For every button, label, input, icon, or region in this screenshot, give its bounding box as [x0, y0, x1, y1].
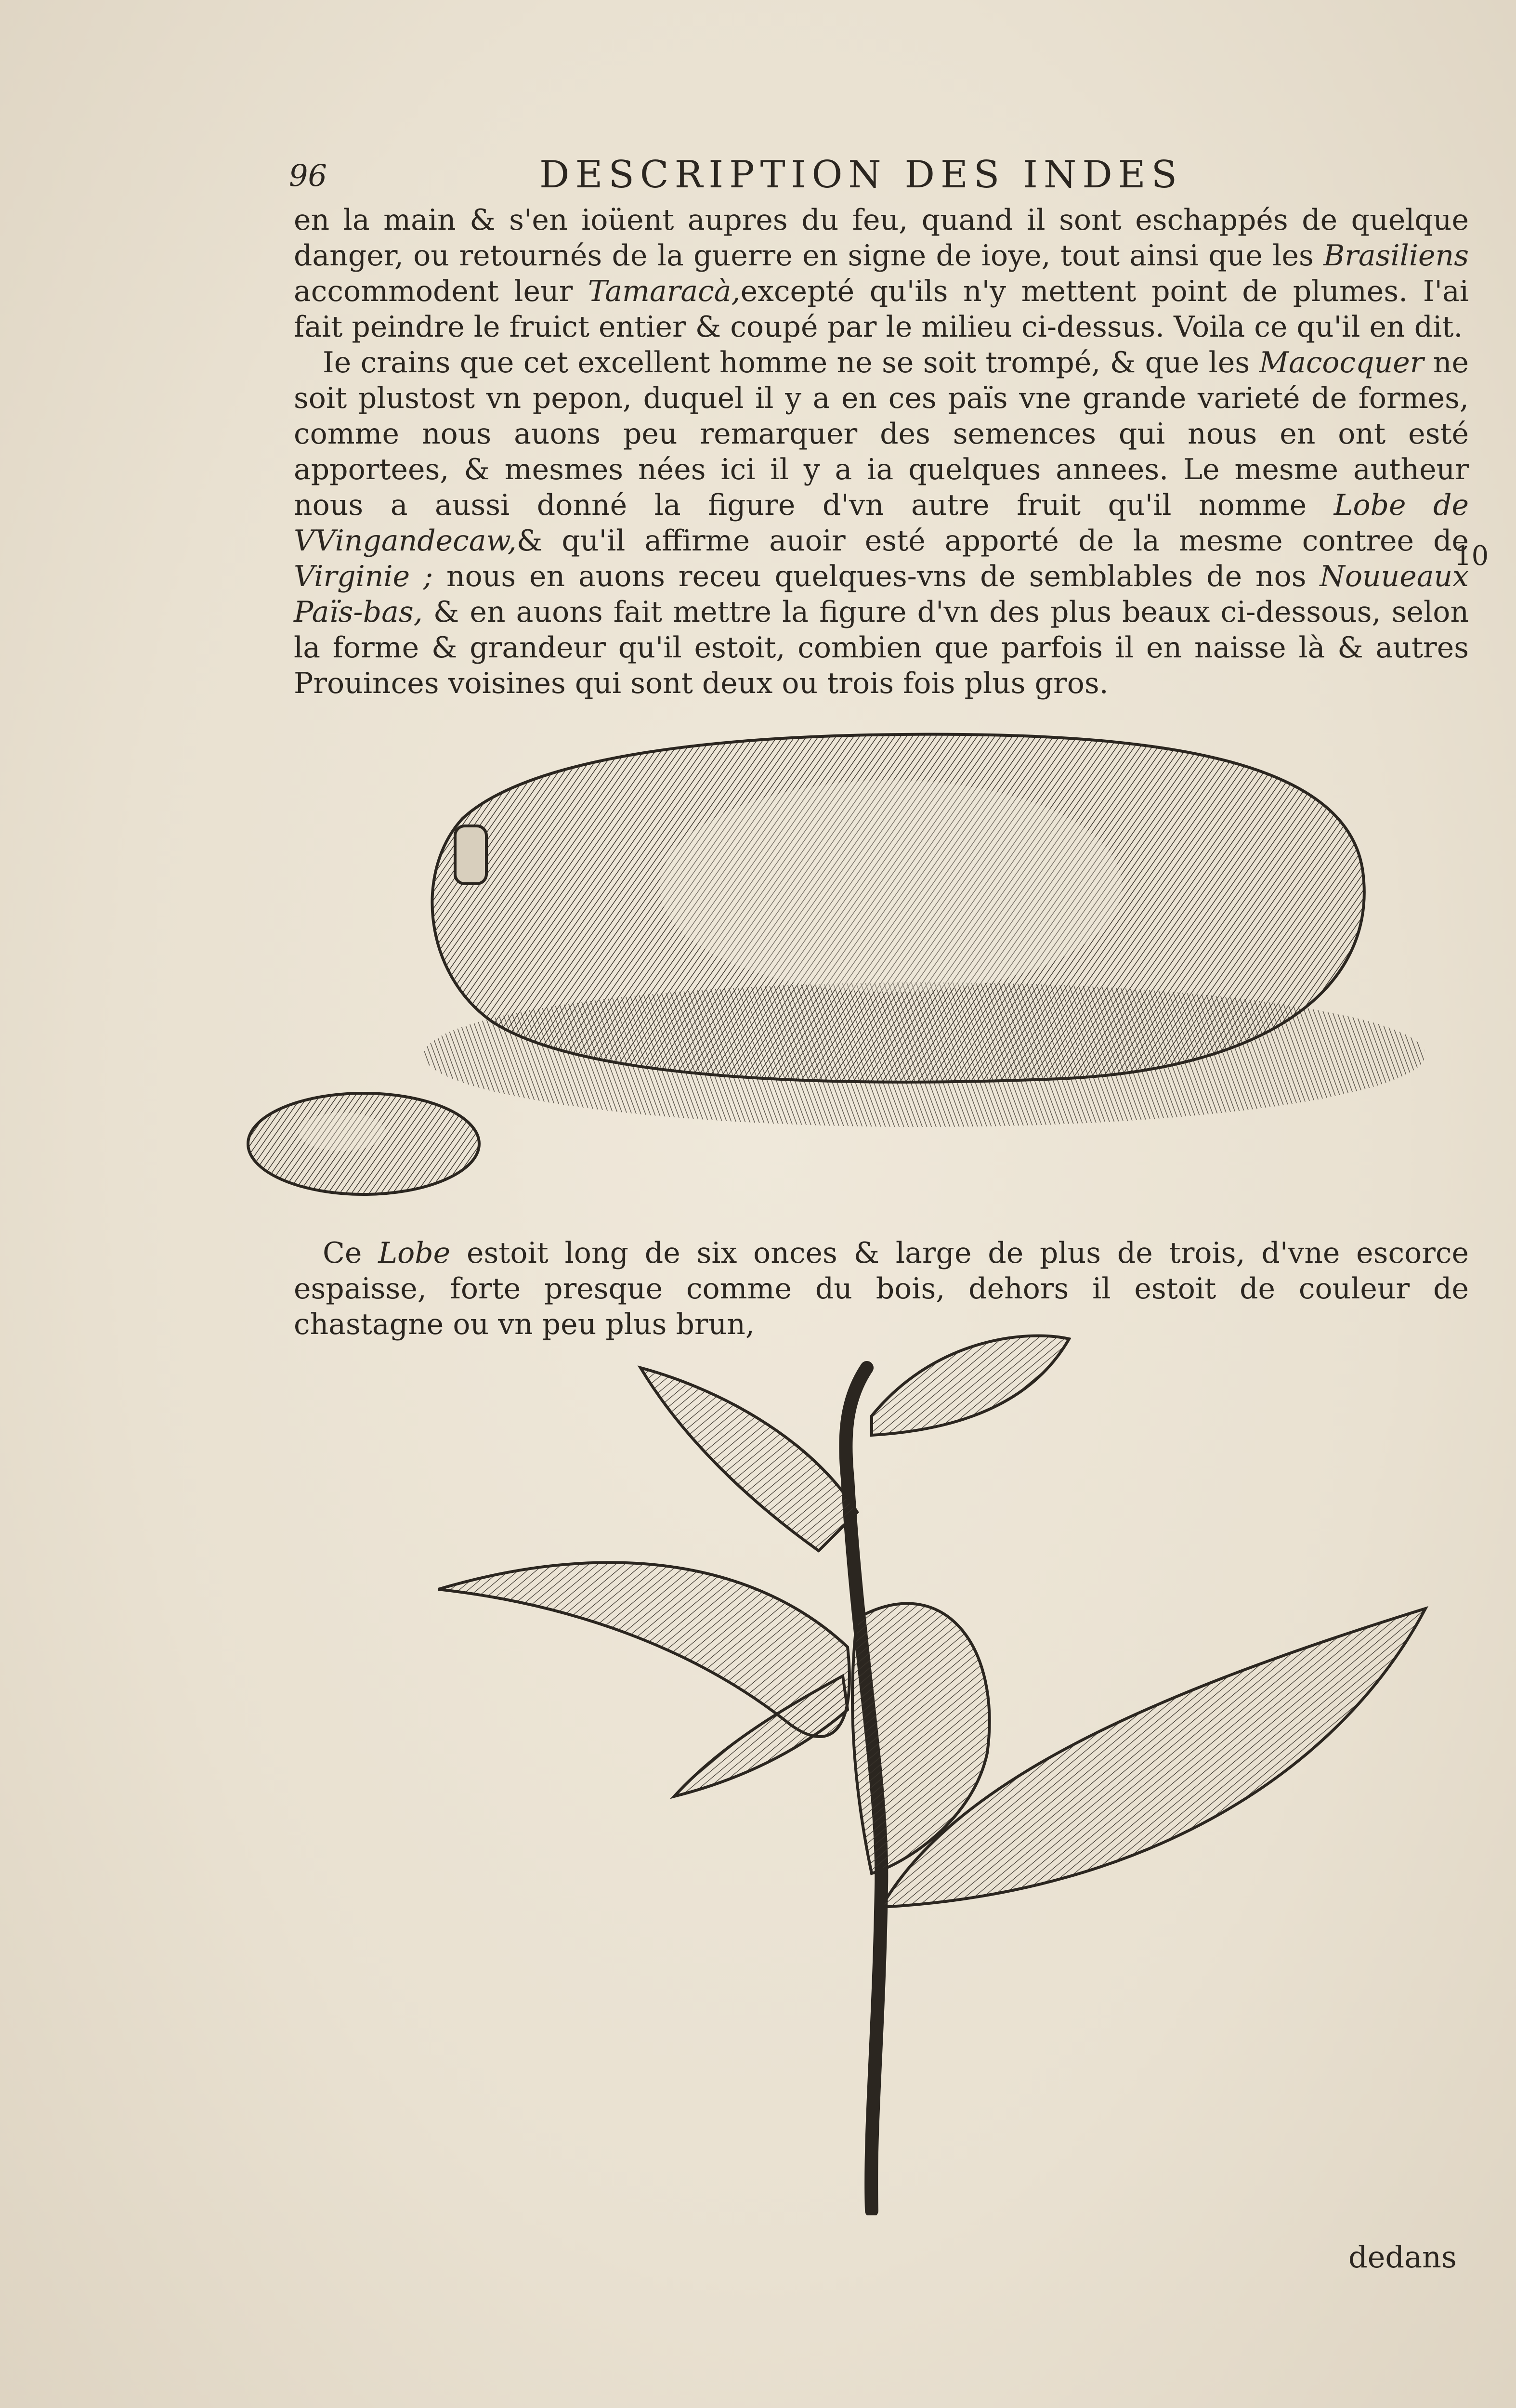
p2-text-2: ne soit plustost vn pepon, duquel il y a en ces païs vne grande varieté de formes, comme nous auons peu remarquer des semences qui nous en ont esté apportees, & mesmes nées ici il y a ia quelques annees. Le mesme autheur nous a aussi donné la figure d'vn autre fruit qu'il nomme — [294, 346, 1469, 522]
p2-italic-macocquer: Macocquer — [1259, 346, 1424, 380]
leaf-top-left — [640, 1368, 857, 1551]
margin-line-number: 10 — [1454, 540, 1489, 572]
p3-text-1: Ce — [323, 1236, 379, 1270]
p2-italic-virginie: Virginie ; — [294, 560, 433, 593]
p1-italic-brasiliens: Brasiliens — [1323, 239, 1469, 273]
p1-text-3: excepté qu'ils n'y mettent point de plumes. I'ai fait peindre le fruict entier & coupé par le milieu ci-dessus. Voila ce qu'il en dit. — [294, 275, 1469, 344]
p1-text-2: accommodent leur — [294, 275, 588, 308]
pod-stem — [455, 826, 486, 884]
p2-text-1: Ie crains que cet excellent homme ne se soit trompé, & que les — [323, 346, 1259, 380]
pod-highlight — [660, 780, 1122, 992]
plant-shoot-engraving — [424, 1310, 1507, 2215]
p2-text-5: & en auons fait mettre la figure d'vn des plus beaux ci-dessous, selon la forme & grandeur qu'il estoit, combien que parfois il en naisse là & autres Prouinces voisines qui sont deux ou trois fois plus gros. — [294, 595, 1469, 700]
page-header — [289, 153, 1445, 196]
page-number: 96 — [289, 158, 327, 193]
p2-text-4: nous en auons receu quelques-vns de semblables de nos — [433, 560, 1320, 593]
p3-italic-lobe: Lobe — [378, 1236, 451, 1270]
leaf-top-right — [872, 1336, 1069, 1435]
seed-highlight — [299, 1112, 385, 1151]
p2-italic-lobe: Lobe de VVingandecaw, — [294, 488, 1469, 558]
running-title: DESCRIPTION DES INDES — [539, 153, 1183, 196]
p1-text-1: en la main & s'en ioüent aupres du feu, quand il sont eschappés de quelque danger, ou retournés de la guerre en signe de ioye, tout ainsi que les — [294, 203, 1469, 273]
p2-italic-pais-bas: Nouueaux Païs-bas, — [294, 560, 1469, 629]
paragraph-continuation — [294, 202, 1469, 701]
p3-text-2: estoit long de six onces & large de plus de trois, d'vne escorce espaisse, forte presque comme du bois, dehors il estoit de couleur de chastagne ou vn peu plus brun, — [294, 1236, 1469, 1341]
p1-italic-tamaraca: Tamaracà, — [588, 275, 741, 308]
p2-text-3: & qu'il affirme auoir esté apporté de la mesme contree de — [516, 524, 1469, 558]
lobe-pod-engraving — [241, 713, 1445, 1204]
catchword: dedans — [1348, 2239, 1457, 2275]
